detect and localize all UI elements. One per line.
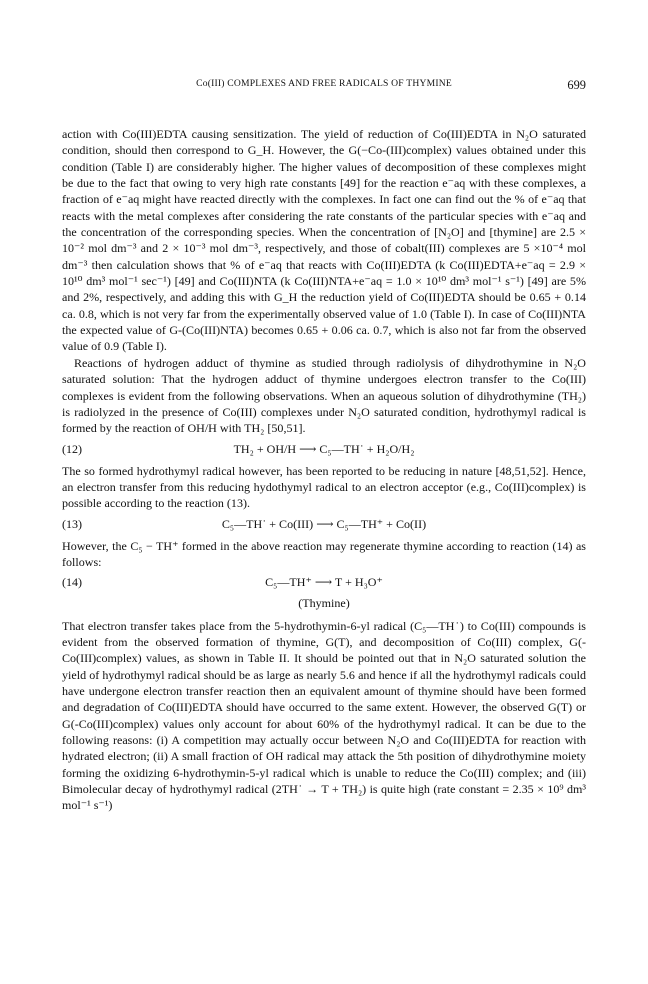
paragraph-sensitization: action with Co(III)EDTA causing sensitization. The yield of reduction of Co(III)EDTA in N₂O saturated condition, should then correspond to G_H. However, the G(−Co-(III)complex) values obtained under this condition (Table I) are considerably higher. The higher values of decomposition of these complexes might be due to the fact that owing to very high rate constants [49] for the reaction e⁻aq with these complexes, a fraction of e⁻aq might have reacted directly with the complexes. In fact one can find out the % of e⁻aq that reacts with the metal complexes after considering the rate constants of the particular species with e⁻aq and the concentration of the corresponding species. When the concentration of [N₂O] and [thymine] are 2.5 × 10⁻² mol dm⁻³ and 2 × 10⁻³ mol dm⁻³, respectively, and those of cobalt(III) complexes are 5 ×10⁻⁴ mol dm⁻³ then calculation shows that % of e⁻aq that reacts with Co(III)EDTA (k Co(III)EDTA+e⁻aq = 2.9 × 10¹⁰ dm³ mol⁻¹ sec⁻¹) [49] and Co(III)NTA (k Co(III)NTA+e⁻aq = 1.0 × 10¹⁰ dm³ mol⁻¹ s⁻¹) [49] are 5% and 2%, respectively, and adding this with G_H the reduction yield of Co(III)EDTA should be 0.65 + 0.14 ca. 0.8, which is not very far from the experimentally observed value of 1.0 (Table I). In case of Co(III)NTA the expected value of G-(Co(III)NTA) becomes 0.65 + 0.06 ca. 0.7, which is also not far from the observed value of 0.9 (Table I). [62, 127, 586, 354]
paragraph-hydrothymyl-reducing: The so formed hydrothymyl radical however, has been reported to be reducing in nature [48,51,52]. Hence, an electron transfer from this reducing hydothymyl radical to an electron acceptor (e.g., Co(III)complex) is possible according to the reaction (13). [62, 463, 586, 511]
paragraph-electron-transfer: That electron transfer takes place from the 5-hydrothymin-6-yl radical (C₅—TH˙) to Co(III) compounds is evident from the observed formation of thymine, G(T), and decomposition of Co(III) complex, G(-Co(III)complex) values, as shown in Table II. It should be pointed out that in N₂O saturated solution the yield of hydrothymyl radical should be as large as nearly 5.6 and hence if all the hydrothymyl radicals could have undergone electron transfer reaction then an equivalent amount of thymine should have been formed and degradation of Co(III)EDTA should have occurred to the same extent. However, the observed G(T) or G(-Co(III)complex) values only account for about 60% of the hydrothymyl radical. It can be due to the following reasons: (i) A competition may actually occur between N₂O and Co(III)EDTA for reaction with hydrated electron; (ii) A small fraction of OH radical may attack the 5th position of dihydrothymine moiety forming the oxidizing 6-hydrothymin-5-yl radical which is unable to reduce the Co(III) complex; and (iii) Bimolecular decay of hydrothymyl radical (2TH˙ → T + TH₂) is quite high (rate constant = 2.35 × 10⁹ dm³ mol⁻¹ s⁻¹) [62, 618, 586, 813]
equation-14-label: (Thymine) [298, 596, 350, 611]
paragraph-hydrogen-adduct: Reactions of hydrogen adduct of thymine as studied through radiolysis of dihydrothymine in N₂O saturated solution: That the hydrogen adduct of thymine undergoes electron transfer to the Co(III) complexes is evident from the following observations. When an aqueous solution of dihydrothymine (TH₂) is radiolyzed in the presence of Co(III) complexes under N₂O saturated condition, hydrothymyl radical is formed by the reaction of OH/H with TH₂ [50,51]. [62, 355, 586, 436]
running-title: Co(III) COMPLEXES AND FREE RADICALS OF THYMINE [196, 78, 452, 89]
paragraph-regenerate-thymine: However, the C₅ − TH⁺ formed in the above reaction may regenerate thymine according to reaction (14) as follows: [62, 538, 586, 569]
equation-13-number: (13) [62, 516, 83, 531]
page-header [62, 78, 586, 94]
equation-12-body: TH₂ + OH/H ⟶ C₅—TH˙ + H₂O/H₂ [233, 441, 415, 456]
equation-13-body: C₅—TH˙ + Co(III) ⟶ C₅—TH⁺ + Co(II) [221, 516, 427, 531]
article-body [62, 126, 586, 814]
equation-13 [62, 516, 586, 533]
equation-12 [62, 441, 586, 458]
page-number: 699 [567, 78, 586, 92]
equation-14 [62, 574, 586, 591]
equation-14-body: C₅—TH⁺ ⟶ T + H₃O⁺ [265, 575, 383, 590]
equation-12-number: (12) [62, 441, 83, 456]
equation-14-number: (14) [62, 575, 83, 590]
